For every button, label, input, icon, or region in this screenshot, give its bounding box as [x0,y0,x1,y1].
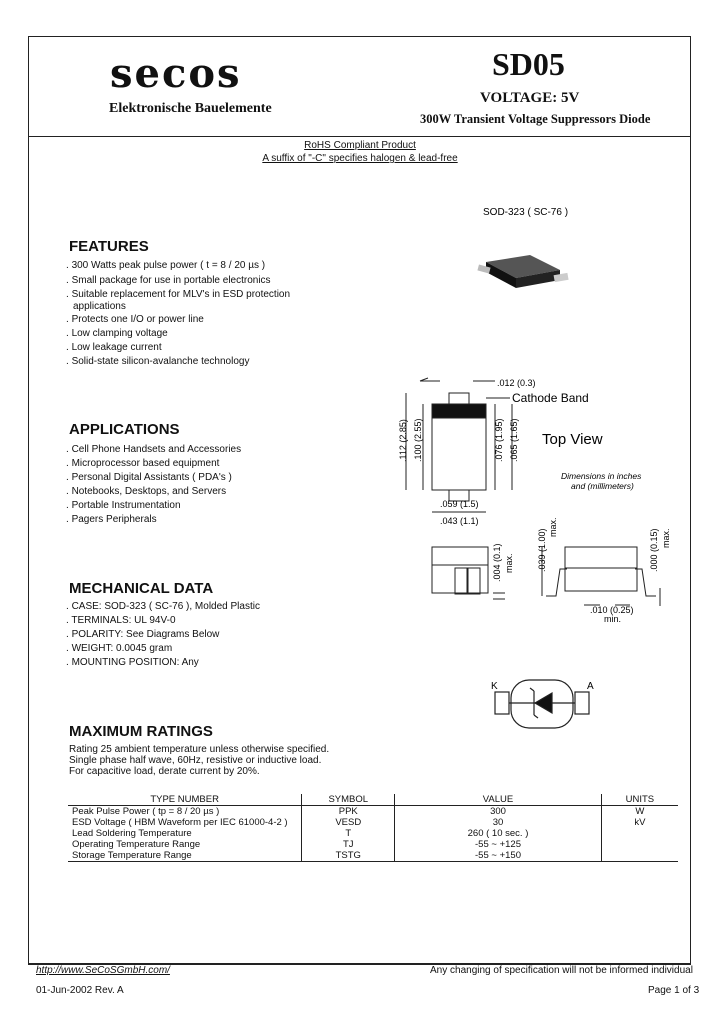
dims-note-1: Dimensions in inches [561,471,642,481]
table-cell: Peak Pulse Power ( tp = 8 / 20 µs ) [72,806,220,817]
table-cell: kV [601,817,678,828]
table-cell: Lead Soldering Temperature [72,828,192,839]
pin-a-label: A [587,681,594,692]
table-cell: 30 [395,817,601,828]
top-view-label: Top View [542,431,603,448]
dim-112: .112 (2.85) [398,419,408,462]
applications-title: APPLICATIONS [69,421,180,438]
feature-item: . Small package for use in portable electronics [66,275,271,286]
dim-065: .065 (1.65) [509,418,519,462]
mechanical-item: . CASE: SOD-323 ( SC-76 ), Molded Plastic [66,601,260,612]
feature-item: . Low leakage current [66,342,162,353]
table-cell: W [601,806,678,818]
dim-010: .010 (0.25) [590,605,634,615]
table-cell: -55 ~ +150 [395,850,601,862]
pin-k-label: K [491,681,498,692]
dim-010-min: min. [604,614,622,624]
mechanical-title: MECHANICAL DATA [69,580,214,597]
ratings-note: For capacitive load, derate current by 20%. [69,766,260,777]
ratings-note: Rating 25 ambient temperature unless otherwise specified. [69,744,330,755]
feature-item: . Solid-state silicon-avalanche technology [66,356,249,367]
page-number: Page 1 of 3 [648,985,700,996]
feature-item: . Low clamping voltage [66,328,168,339]
rohs-line-2: A suffix of "-C" specifies halogen & lead-free [262,153,458,164]
dim-039: .039 (1.00) [537,528,547,572]
dim-004-max: max. [504,553,514,573]
dim-004: .004 (0.1) [492,543,502,582]
table-cell: TSTG [302,850,395,862]
company-tagline: Elektronische Bauelemente [109,101,272,116]
feature-item-continued: applications [73,301,126,312]
ratings-note: Single phase half wave, 60Hz, resistive or inductive load. [69,755,322,766]
package-name: SOD-323 ( SC-76 ) [483,207,569,218]
footer-notice: Any changing of specification will not be informed individual [430,965,693,976]
table-cell: Storage Temperature Range [68,850,302,862]
features-title: FEATURES [69,238,149,255]
application-item: . Portable Instrumentation [66,500,181,511]
application-item: . Personal Digital Assistants ( PDA's ) [66,472,232,483]
revision-date: 01-Jun-2002 Rev. A [36,985,124,996]
table-cell: ESD Voltage ( HBM Waveform per IEC 61000-4-2 ) [72,817,288,828]
table-cell: VESD [302,817,395,828]
feature-item: . Protects one I/O or power line [66,314,204,325]
mechanical-item: . WEIGHT: 0.0045 gram [66,643,172,654]
table-header-cell: VALUE [395,794,601,806]
dim-043: .043 (1.1) [440,516,479,526]
feature-item: . Suitable replacement for MLV's in ESD protection [66,289,290,300]
dim-000: .000 (0.15) [649,528,659,572]
company-logo: secos [110,50,242,97]
product-description: 300W Transient Voltage Suppressors Diode [420,112,651,126]
dim-059: .059 (1.5) [440,499,479,509]
table-cell: T [302,828,395,839]
voltage-rating: VOLTAGE: 5V [480,90,580,106]
mechanical-item: . POLARITY: See Diagrams Below [66,629,219,640]
dim-076: .076 (1.95) [494,418,504,462]
feature-item: . 300 Watts peak pulse power ( t = 8 / 20 µs ) [66,260,265,271]
table-cell: 300 [395,806,601,818]
ratings-title: MAXIMUM RATINGS [69,723,213,740]
table-header-cell: SYMBOL [302,794,395,806]
cathode-band-label: Cathode Band [512,391,589,405]
mechanical-item: . MOUNTING POSITION: Any [66,657,199,668]
mechanical-item: . TERMINALS: UL 94V-0 [66,615,176,626]
diode-symbol-icon [495,680,589,728]
dim-000-max: max. [661,528,671,548]
table-cell: TJ [302,839,395,850]
package-photo [477,255,568,288]
side-view-right [542,547,660,606]
dim-039-max: max. [548,517,558,537]
dim-100: .100 (2.55) [413,418,423,462]
table-header-cell: TYPE NUMBER [68,794,302,806]
table-cell: Operating Temperature Range [72,839,201,850]
table-cell: PPK [302,806,395,818]
part-number: SD05 [492,46,565,82]
rohs-line-1: RoHS Compliant Product [304,140,416,151]
application-item: . Notebooks, Desktops, and Servers [66,486,226,497]
table-cell: 260 ( 10 sec. ) [395,828,601,839]
dims-note-2: and (millimeters) [571,481,634,491]
application-item: . Pagers Peripherals [66,514,157,525]
application-item: . Cell Phone Handsets and Accessories [66,444,241,455]
dim-012: .012 (0.3) [497,378,536,388]
table-header-cell: UNITS [601,794,678,806]
application-item: . Microprocessor based equipment [66,458,219,469]
table-cell: -55 ~ +125 [395,839,601,850]
website-link[interactable]: http://www.SeCoSGmbH.com/ [36,965,170,976]
